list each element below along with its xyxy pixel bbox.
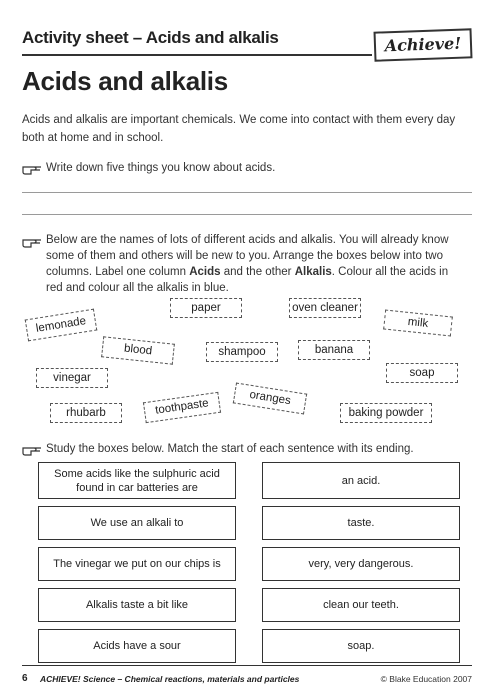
substance-tag-oven-cleaner[interactable]: oven cleaner bbox=[289, 298, 361, 318]
activity-sheet-heading: Activity sheet – Acids and alkalis bbox=[22, 28, 279, 47]
acids-label: Acids bbox=[189, 266, 221, 278]
substance-tag-milk[interactable]: milk bbox=[383, 310, 453, 337]
task2-instruction: Below are the names of lots of different acids and alkalis. You will already know some of them and others will be new to you. Arrange the boxes below into two columns. Label one column Acids and the other Alkalis. Colour all the acids in red and colour all the alkalis in blue. bbox=[46, 234, 449, 294]
answer-line-2[interactable] bbox=[22, 214, 472, 215]
series-title: ACHIEVE! Science – Chemical reactions, materials and particles bbox=[40, 674, 300, 684]
header-divider bbox=[22, 54, 372, 56]
task1-instruction: Write down five things you know about acids. bbox=[46, 162, 276, 174]
substance-tag-vinegar[interactable]: vinegar bbox=[36, 368, 108, 388]
page-number: 6 bbox=[22, 673, 28, 684]
substance-tag-rhubarb[interactable]: rhubarb bbox=[50, 403, 122, 423]
sentence-ending-box[interactable]: soap. bbox=[262, 629, 460, 663]
sentence-start-box[interactable]: The vinegar we put on our chips is bbox=[38, 547, 236, 581]
task3-instruction: Study the boxes below. Match the start of each sentence with its ending. bbox=[46, 443, 414, 455]
pointing-hand-icon bbox=[22, 444, 42, 456]
pointing-hand-icon bbox=[22, 163, 42, 175]
substance-tag-shampoo[interactable]: shampoo bbox=[206, 342, 278, 362]
substance-tag-lemonade[interactable]: lemonade bbox=[25, 309, 98, 342]
substance-tag-blood[interactable]: blood bbox=[101, 336, 175, 364]
sentence-start-box[interactable]: Alkalis taste a bit like bbox=[38, 588, 236, 622]
substance-tag-soap[interactable]: soap bbox=[386, 363, 458, 383]
sentence-start-box[interactable]: Some acids like the sulphuric acid found in car batteries are bbox=[38, 462, 236, 499]
sentence-ending-box[interactable]: clean our teeth. bbox=[262, 588, 460, 622]
sentence-start-box[interactable]: We use an alkali to bbox=[38, 506, 236, 540]
footer-divider bbox=[22, 665, 472, 666]
intro-paragraph: Acids and alkalis are important chemicals. We come into contact with them every day both at home and in school. bbox=[22, 114, 456, 144]
sentence-ending-box[interactable]: an acid. bbox=[262, 462, 460, 499]
substance-tag-baking-powder[interactable]: baking powder bbox=[340, 403, 432, 423]
answer-line-1[interactable] bbox=[22, 192, 472, 193]
substance-tag-banana[interactable]: banana bbox=[298, 340, 370, 360]
alkalis-label: Alkalis bbox=[294, 266, 332, 278]
achieve-logo: Achieve! bbox=[374, 28, 473, 61]
substance-tag-oranges[interactable]: oranges bbox=[233, 382, 307, 414]
page-title: Acids and alkalis bbox=[22, 66, 228, 96]
sentence-ending-box[interactable]: very, very dangerous. bbox=[262, 547, 460, 581]
pointing-hand-icon bbox=[22, 236, 42, 248]
sentence-ending-box[interactable]: taste. bbox=[262, 506, 460, 540]
substance-tag-paper[interactable]: paper bbox=[170, 298, 242, 318]
sentence-start-box[interactable]: Acids have a sour bbox=[38, 629, 236, 663]
copyright-notice: © Blake Education 2007 bbox=[380, 674, 472, 684]
substance-tag-toothpaste[interactable]: toothpaste bbox=[143, 392, 221, 423]
